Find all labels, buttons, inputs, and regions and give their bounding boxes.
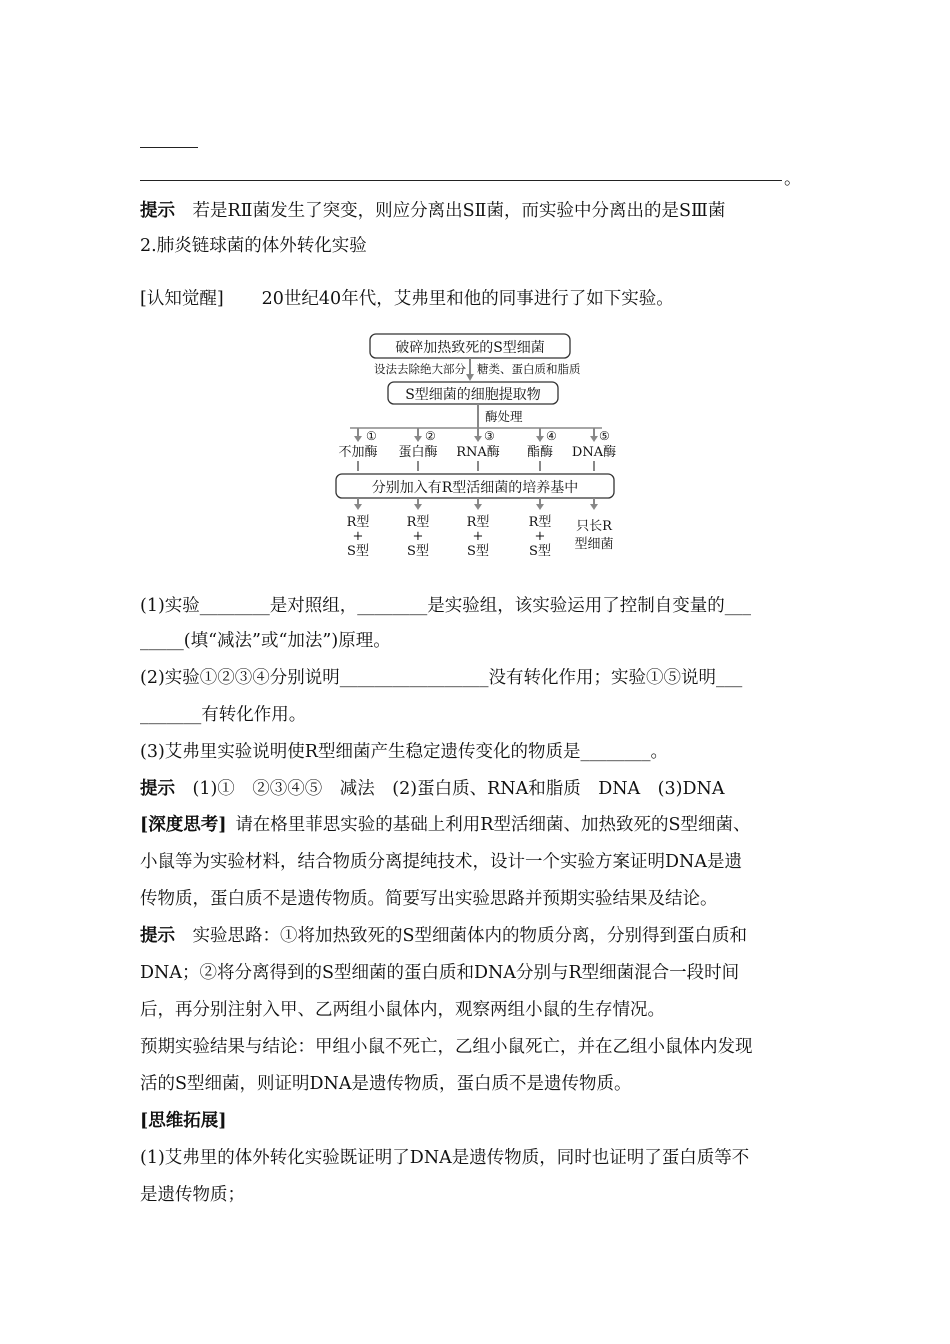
branch-5 [572, 428, 616, 460]
intro-line [140, 287, 674, 311]
question-1-line-1: (1)实验________是对照组，________是实验组，该实验运用了控制自变量的___ [140, 596, 752, 616]
expand-label: [思维拓展] [140, 1111, 227, 1131]
arrow-down-icon [536, 504, 544, 510]
arrow-down-icon [590, 436, 598, 442]
enzyme-label: RNA酶 [456, 445, 500, 460]
arrow-down-icon [474, 504, 482, 510]
enzyme-label: DNA酶 [571, 445, 617, 460]
branch-number: ③ [484, 429, 495, 443]
box-s-extract-label: S型细菌的细胞提取物 [405, 387, 541, 403]
answer-label: 提示 [140, 779, 175, 799]
enzyme-label: 蛋白酶 [398, 445, 438, 460]
arrow-down-icon [354, 436, 362, 442]
box-heat-killed-s-label: 破碎加热致死的S型细菌 [395, 340, 545, 356]
branch-2 [398, 428, 437, 460]
experiment-diagram [330, 328, 622, 568]
question-2-line-2: _______有转化作用。 [140, 705, 307, 725]
deep-label: [深度思考] [140, 815, 227, 835]
branch-number: ④ [546, 429, 557, 443]
hint-label: 提示 [140, 201, 175, 221]
deep-hint-line-3: 后，再分别注射入甲、乙两组小鼠体内，观察两组小鼠的生存情况。 [140, 1000, 665, 1020]
question-1-line-2: _____(填“减法”或“加法”)原理。 [140, 631, 391, 651]
blank-short-rule [140, 147, 198, 148]
arrow-down-icon [466, 374, 474, 381]
deep-line-2: 小鼠等为实验材料，结合物质分离提纯技术，设计一个实验方案证明DNA是遗 [140, 852, 742, 872]
arrow-down-icon [590, 504, 598, 510]
box-r-medium-label: 分别加入有R型活细菌的培养基中 [371, 480, 579, 496]
deep-hint-line-5: 活的S型细菌，则证明DNA是遗传物质，蛋白质不是遗传物质。 [140, 1074, 632, 1094]
result-2-plus: + [412, 529, 424, 544]
result-4-plus: + [534, 529, 546, 544]
period-mark: 。 [784, 169, 802, 189]
deep-hint-label: 提示 [140, 926, 175, 946]
expand-line-1: (1)艾弗里的体外转化实验既证明了DNA是遗传物质，同时也证明了蛋白质等不 [140, 1148, 750, 1168]
arrow-down-icon [354, 504, 362, 510]
section-title: 2.肺炎链球菌的体外转化实验 [140, 236, 367, 256]
hint-text: 若是RⅡ菌发生了突变，则应分离出SⅡ菌，而实验中分离出的是SⅢ菌 [192, 201, 726, 221]
enzyme-treatment-text: 酶处理 [485, 409, 523, 424]
result-5-line1: 只长R [576, 519, 612, 534]
deep-line-3: 传物质，蛋白质不是遗传物质。简要写出实验思路并预期实验结果及结论。 [140, 889, 718, 909]
branch-3 [456, 428, 500, 460]
question-3: (3)艾弗里实验说明使R型细菌产生稳定遗传变化的物质是________。 [140, 742, 668, 762]
deep-text-1: 请在格里菲思实验的基础上利用R型活细菌、加热致死的S型细菌、 [235, 815, 751, 835]
enzyme-label: 酯酶 [526, 445, 554, 460]
intro-text: 20世纪40年代，艾弗里和他的同事进行了如下实验。 [261, 289, 674, 309]
question-2-line-1: (2)实验①②③④分别说明_________________没有转化作用；实验①⑤说明___ [140, 668, 743, 688]
result-2-r: R型 [406, 515, 430, 530]
deep-hint-line-4: 预期实验结果与结论：甲组小鼠不死亡，乙组小鼠死亡，并在乙组小鼠体内发现 [140, 1037, 753, 1057]
result-1-plus: + [352, 529, 364, 544]
deep-hint-text-1: 实验思路：①将加热致死的S型细菌体内的物质分离，分别得到蛋白质和 [192, 926, 747, 946]
intro-label: [认知觉醒] [140, 289, 224, 309]
blank-long-rule [140, 180, 782, 181]
hint-line-1 [140, 199, 725, 223]
arrow-down-icon [414, 436, 422, 442]
branch-1 [338, 428, 377, 460]
arrow-down-icon [414, 504, 422, 510]
result-5-line2: 型细菌 [574, 537, 614, 552]
remove-most-text: 设法去除绝大部分 [374, 362, 466, 376]
result-2-s: S型 [407, 544, 429, 559]
deep-hint-line-2: DNA；②将分离得到的S型细菌的蛋白质和DNA分别与R型细菌混合一段时间 [140, 963, 740, 983]
result-1-r: R型 [346, 515, 370, 530]
result-4-s: S型 [529, 544, 551, 559]
result-3-s: S型 [467, 544, 489, 559]
deep-line-1 [140, 813, 750, 837]
answer-text: (1)① ②③④⑤ 减法 (2)蛋白质、RNA和脂质 DNA (3)DNA [192, 779, 725, 799]
branch-number: ② [425, 429, 436, 443]
enzyme-label: 不加酶 [338, 445, 378, 460]
result-3-plus: + [472, 529, 484, 544]
result-3-r: R型 [466, 515, 490, 530]
removed-substances-text: 糖类、蛋白质和脂质 [477, 362, 581, 376]
branch-number: ⑤ [599, 429, 610, 443]
branch-number: ① [366, 429, 377, 443]
answer-line [140, 777, 724, 801]
arrow-down-icon [536, 436, 544, 442]
expand-line-2: 是遗传物质； [140, 1185, 245, 1205]
arrow-down-icon [474, 436, 482, 442]
result-arrows [354, 498, 598, 510]
result-4-r: R型 [528, 515, 552, 530]
deep-hint-line-1 [140, 924, 747, 948]
results [347, 514, 614, 559]
branch-4 [527, 428, 557, 460]
result-1-s: S型 [347, 544, 369, 559]
